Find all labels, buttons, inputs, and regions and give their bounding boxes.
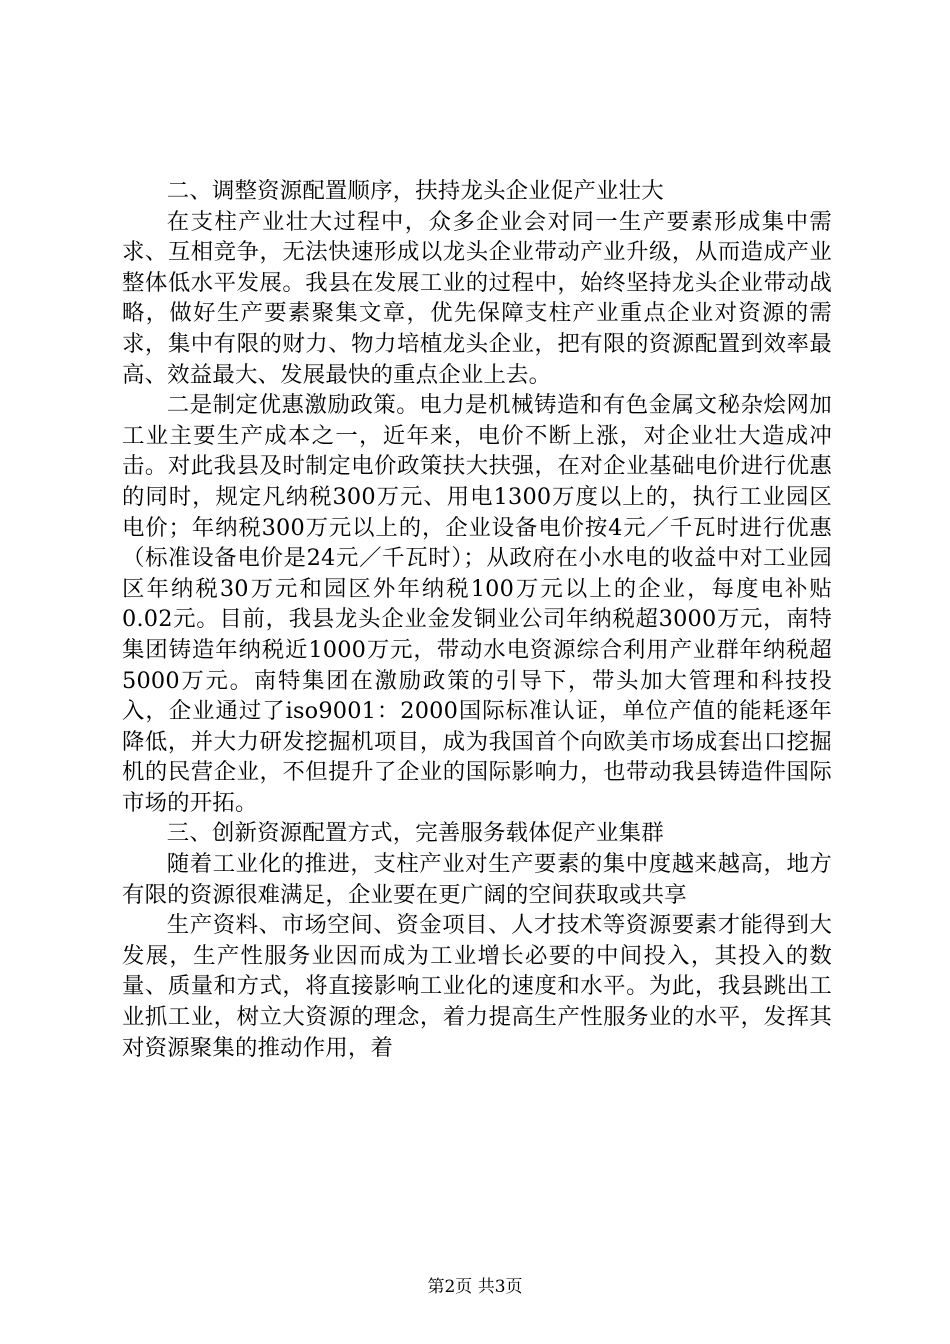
paragraph: 二是制定优惠激励政策。电力是机械铸造和有色金属文秘杂烩网加工业主要生产成本之一，近年来，电价不断上涨，对企业壮大造成冲击。对此我县及时制定电价政策扶大扶强，在对企业基础电价进行优惠的同时，规定凡纳税300万元、用电1300万度以上的，执行工业园区电价；年纳税300万元以上的，企业设备电价按4元／千瓦时进行优惠（标准设备电价是24元／千瓦时）；从政府在小水电的收益中对工业园区年纳税30万元和园区外年纳税100万元以上的企业，每度电补贴0.02元。目前，我县龙头企业金发铜业公司年纳税超3000万元，南特集团铸造年纳税近1000万元，带动水电资源综合利用产业群年纳税超5000万元。南特集团在激励政策的引导下，带头加大管理和科技投入，企业通过了iso9001：2000国际标准认证，单位产值的能耗逐年降低，并大力研发挖掘机项目，成为我国首个向欧美市场成套出口挖掘机的民营企业，不但提升了企业的国际影响力，也带动我县铸造件国际市场的开拓。	[122, 392, 832, 816]
page-number-footer: 第2页 共3页	[427, 1277, 523, 1297]
document-body	[122, 176, 832, 1063]
paragraph: 生产资料、市场空间、资金项目、人才技术等资源要素才能得到大发展，生产性服务业因而成为工业增长必要的中间投入，其投入的数量、质量和方式，将直接影响工业化的速度和水平。为此，我县跳出工业抓工业，树立大资源的理念，着力提高生产性服务业的水平，发挥其对资源聚集的推动作用，着	[122, 912, 832, 1061]
section-heading-3: 三、创新资源配置方式，完善服务载体促产业集群	[166, 820, 664, 847]
section-heading-2: 二、调整资源配置顺序，扶持龙头企业促产业壮大	[166, 178, 664, 204]
paragraph: 在支柱产业壮大过程中，众多企业会对同一生产要素形成集中需求、互相竞争，无法快速形成以龙头企业带动产业升级，从而造成产业整体低水平发展。我县在发展工业的过程中，始终坚持龙头企业带动战略，做好生产要素聚集文章，优先保障支柱产业重点企业对资源的需求，集中有限的财力、物力培植龙头企业，把有限的资源配置到效率最高、效益最大、发展最快的重点企业上去。	[122, 208, 832, 388]
paragraph: 随着工业化的推进，支柱产业对生产要素的集中度越来越高，地方有限的资源很难满足，企业要在更广阔的空间获取或共享	[122, 851, 832, 908]
